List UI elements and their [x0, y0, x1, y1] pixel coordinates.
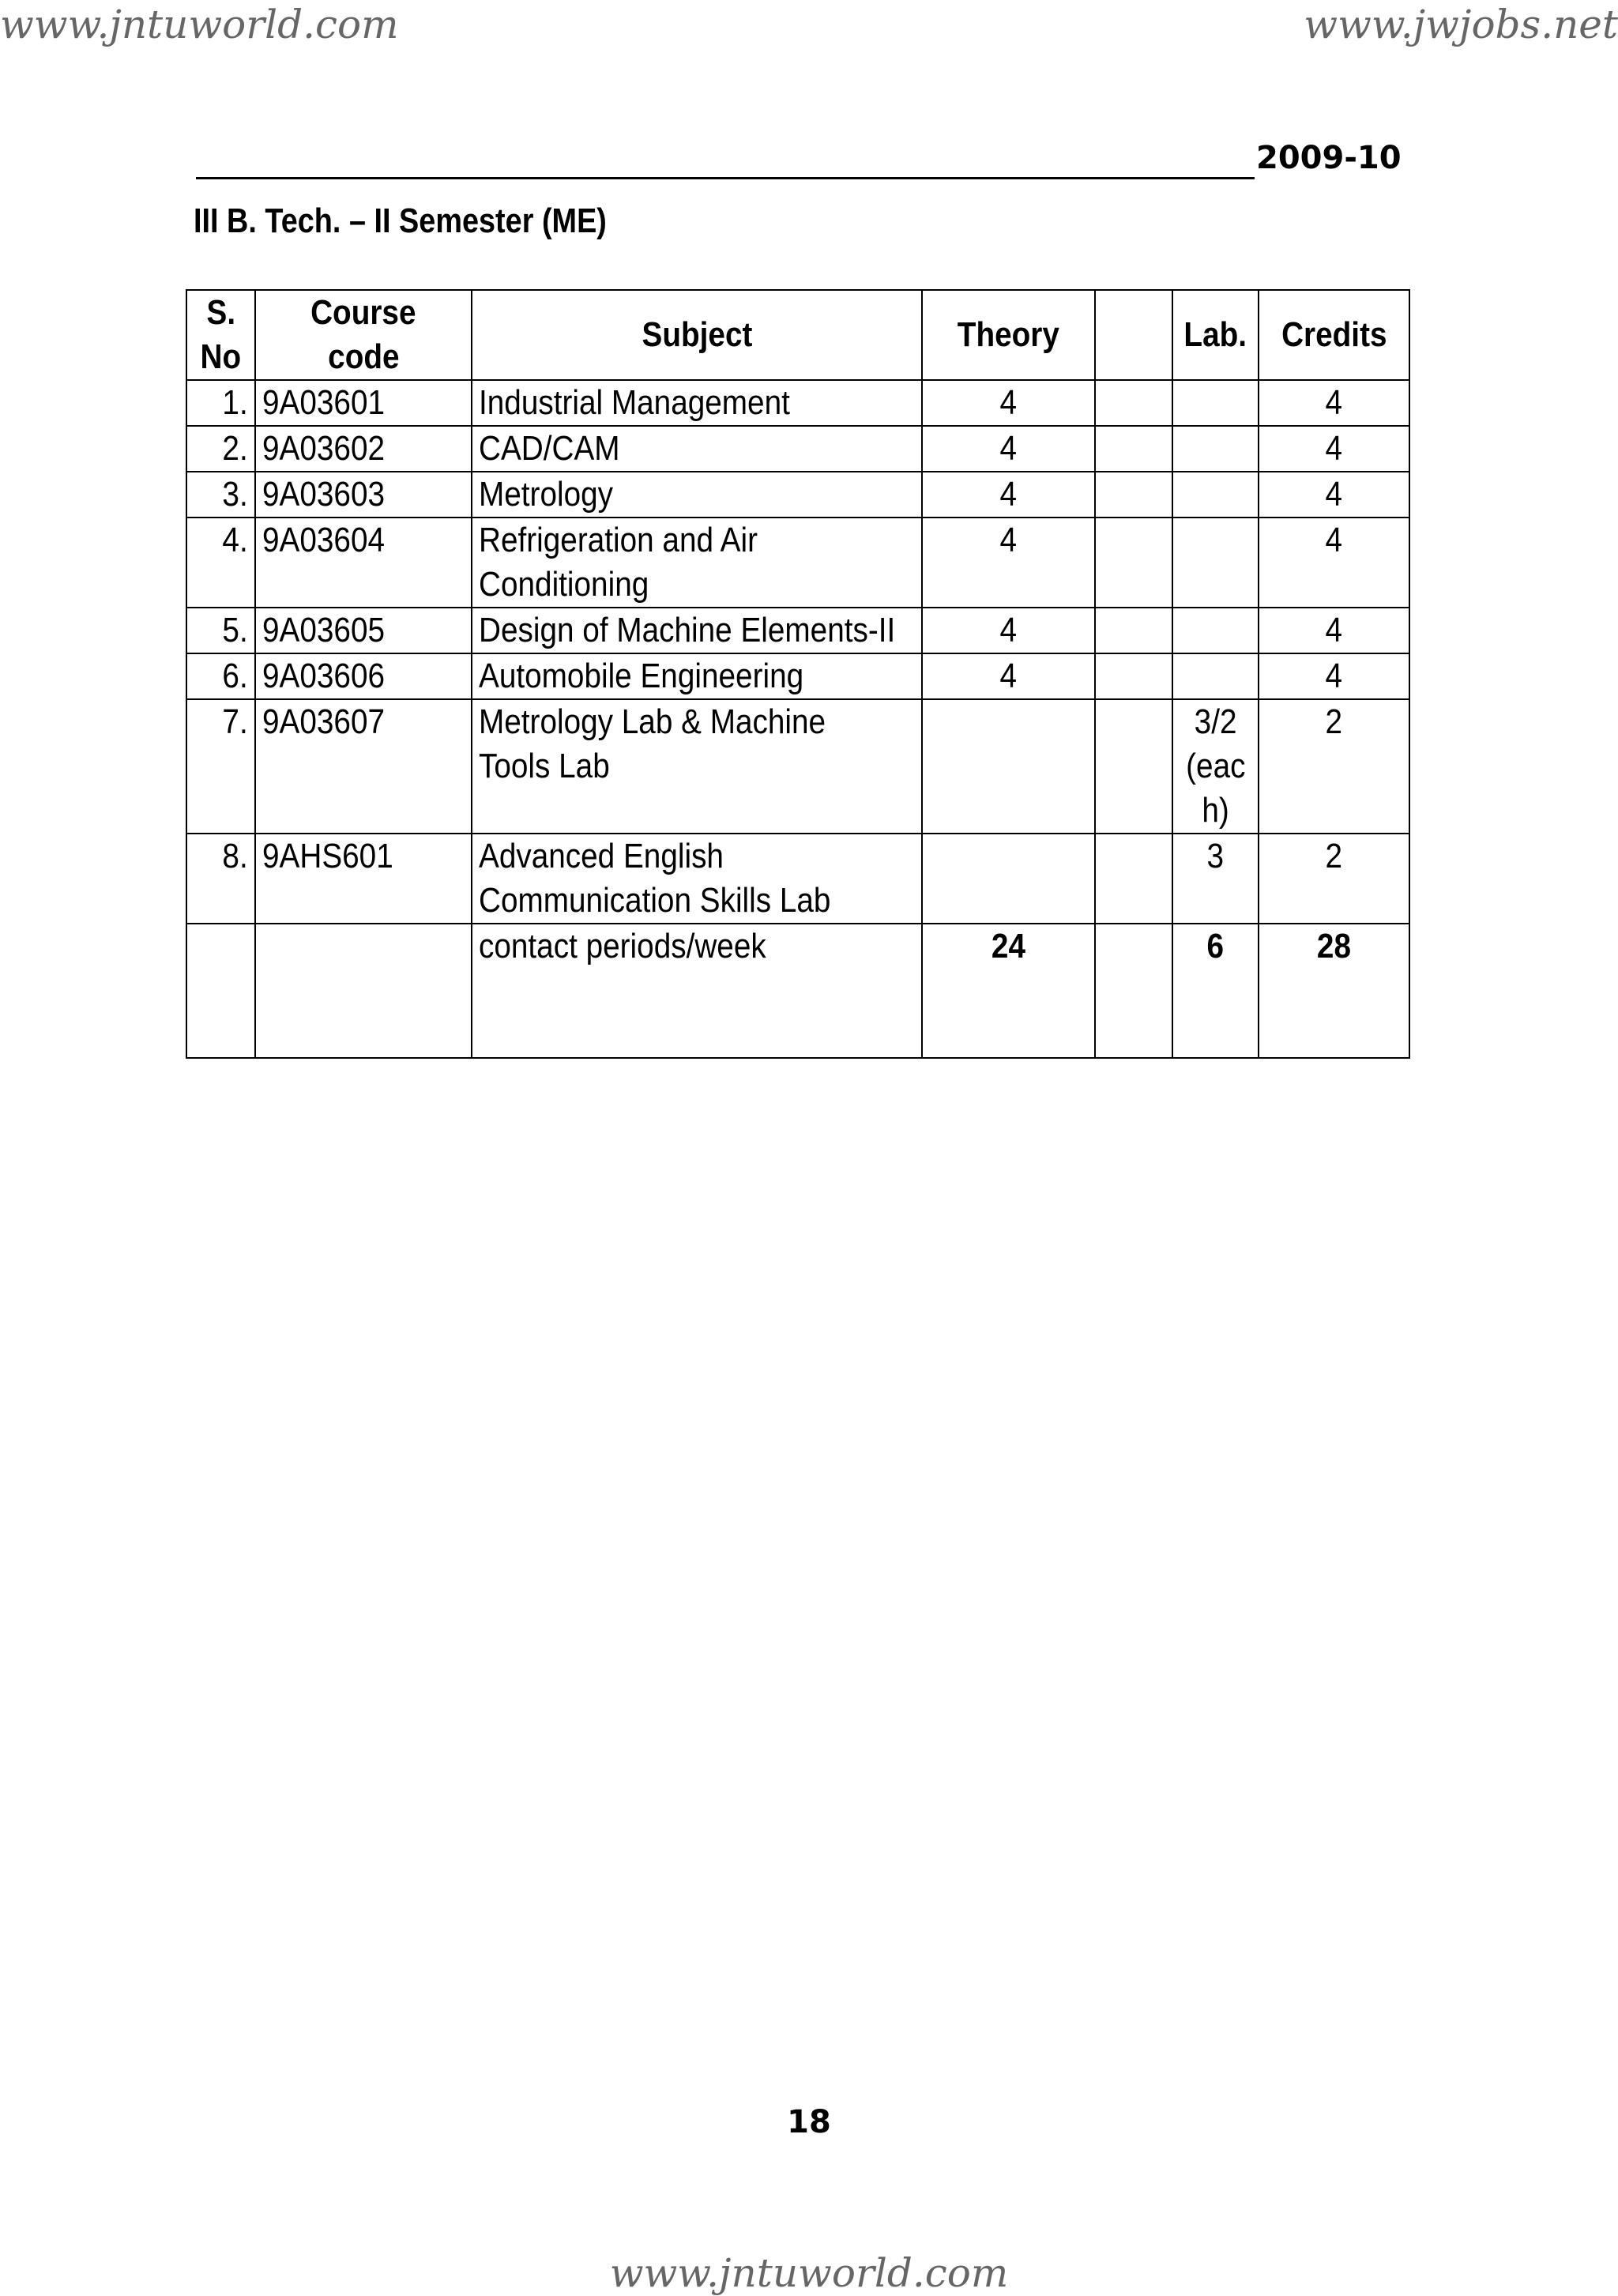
header-course-code: Course code	[255, 290, 472, 380]
table-total-row	[186, 924, 1409, 1058]
cell-theory: 4	[922, 608, 1095, 653]
table-row	[186, 653, 1409, 699]
cell-sno: 2.	[186, 426, 255, 472]
watermark-top-right: www.jwjobs.net	[1304, 2, 1618, 47]
table-row	[186, 699, 1409, 834]
cell-credits: 4	[1259, 426, 1409, 472]
page-number: 18	[787, 2104, 831, 2140]
cell-course-code: 9A03602	[255, 426, 472, 472]
cell-course-code: 9AHS601	[255, 834, 472, 924]
cell-blank	[1095, 834, 1172, 924]
cell-lab	[1172, 653, 1259, 699]
cell-blank	[1095, 426, 1172, 472]
table-row	[186, 380, 1409, 426]
total-lab: 6	[1172, 924, 1259, 1058]
watermark-bottom: www.jntuworld.com	[609, 2250, 1009, 2296]
cell-credits: 4	[1259, 380, 1409, 426]
cell-lab	[1172, 472, 1259, 518]
course-structure-table	[186, 289, 1410, 1059]
cell-subject: Automobile Engineering	[472, 653, 922, 699]
total-label: contact periods/week	[472, 924, 922, 1058]
cell-sno: 3.	[186, 472, 255, 518]
cell-subject: Design of Machine Elements-II	[472, 608, 922, 653]
cell-credits: 4	[1259, 518, 1409, 608]
header-blank	[1095, 290, 1172, 380]
cell-subject: Refrigeration and Air Conditioning	[472, 518, 922, 608]
cell-sno: 7.	[186, 699, 255, 834]
cell-blank	[1095, 608, 1172, 653]
cell-sno: 8.	[186, 834, 255, 924]
cell-theory	[922, 834, 1095, 924]
cell-lab: 3/2 (eac h)	[1172, 699, 1259, 834]
header-rule	[196, 177, 1255, 179]
cell-theory: 4	[922, 426, 1095, 472]
header-credits: Credits	[1259, 290, 1409, 380]
cell-sno: 6.	[186, 653, 255, 699]
cell-lab	[1172, 380, 1259, 426]
cell-sno: 4.	[186, 518, 255, 608]
cell-subject: Industrial Management	[472, 380, 922, 426]
cell-course-code: 9A03605	[255, 608, 472, 653]
table-row	[186, 608, 1409, 653]
cell-course-code: 9A03604	[255, 518, 472, 608]
header-subject: Subject	[472, 290, 922, 380]
cell-theory: 4	[922, 653, 1095, 699]
cell-blank	[1095, 472, 1172, 518]
semester-title: III B. Tech. – II Semester (ME)	[194, 201, 607, 240]
cell-subject: Metrology Lab & Machine Tools Lab	[472, 699, 922, 834]
cell-blank	[1095, 653, 1172, 699]
cell-blank	[1095, 924, 1172, 1058]
cell-credits: 4	[1259, 653, 1409, 699]
cell-theory: 4	[922, 380, 1095, 426]
cell-subject: Advanced English Communication Skills Lab	[472, 834, 922, 924]
cell-blank	[1095, 380, 1172, 426]
cell-credits: 4	[1259, 472, 1409, 518]
cell-subject: Metrology	[472, 472, 922, 518]
cell-lab: 3	[1172, 834, 1259, 924]
cell-course-code: 9A03607	[255, 699, 472, 834]
cell-lab	[1172, 608, 1259, 653]
table-header-row	[186, 290, 1409, 380]
cell-lab	[1172, 518, 1259, 608]
cell-course-code: 9A03603	[255, 472, 472, 518]
table-row	[186, 472, 1409, 518]
cell-course-code: 9A03606	[255, 653, 472, 699]
total-credits: 28	[1259, 924, 1409, 1058]
total-theory: 24	[922, 924, 1095, 1058]
cell-theory	[922, 699, 1095, 834]
cell-lab	[1172, 426, 1259, 472]
cell-blank	[1095, 699, 1172, 834]
header-lab: Lab.	[1172, 290, 1259, 380]
cell-theory: 4	[922, 472, 1095, 518]
cell-blank	[1095, 518, 1172, 608]
cell-theory: 4	[922, 518, 1095, 608]
academic-year: 2009-10	[1256, 140, 1402, 176]
header-sno: S. No	[186, 290, 255, 380]
cell-course-code: 9A03601	[255, 380, 472, 426]
cell-credits: 4	[1259, 608, 1409, 653]
cell-sno	[186, 924, 255, 1058]
cell-course-code	[255, 924, 472, 1058]
cell-sno: 1.	[186, 380, 255, 426]
table-row	[186, 518, 1409, 608]
cell-sno: 5.	[186, 608, 255, 653]
cell-subject: CAD/CAM	[472, 426, 922, 472]
table-row	[186, 426, 1409, 472]
cell-credits: 2	[1259, 834, 1409, 924]
header-theory: Theory	[922, 290, 1095, 380]
table-row	[186, 834, 1409, 924]
watermark-top-left: www.jntuworld.com	[0, 2, 399, 47]
cell-credits: 2	[1259, 699, 1409, 834]
